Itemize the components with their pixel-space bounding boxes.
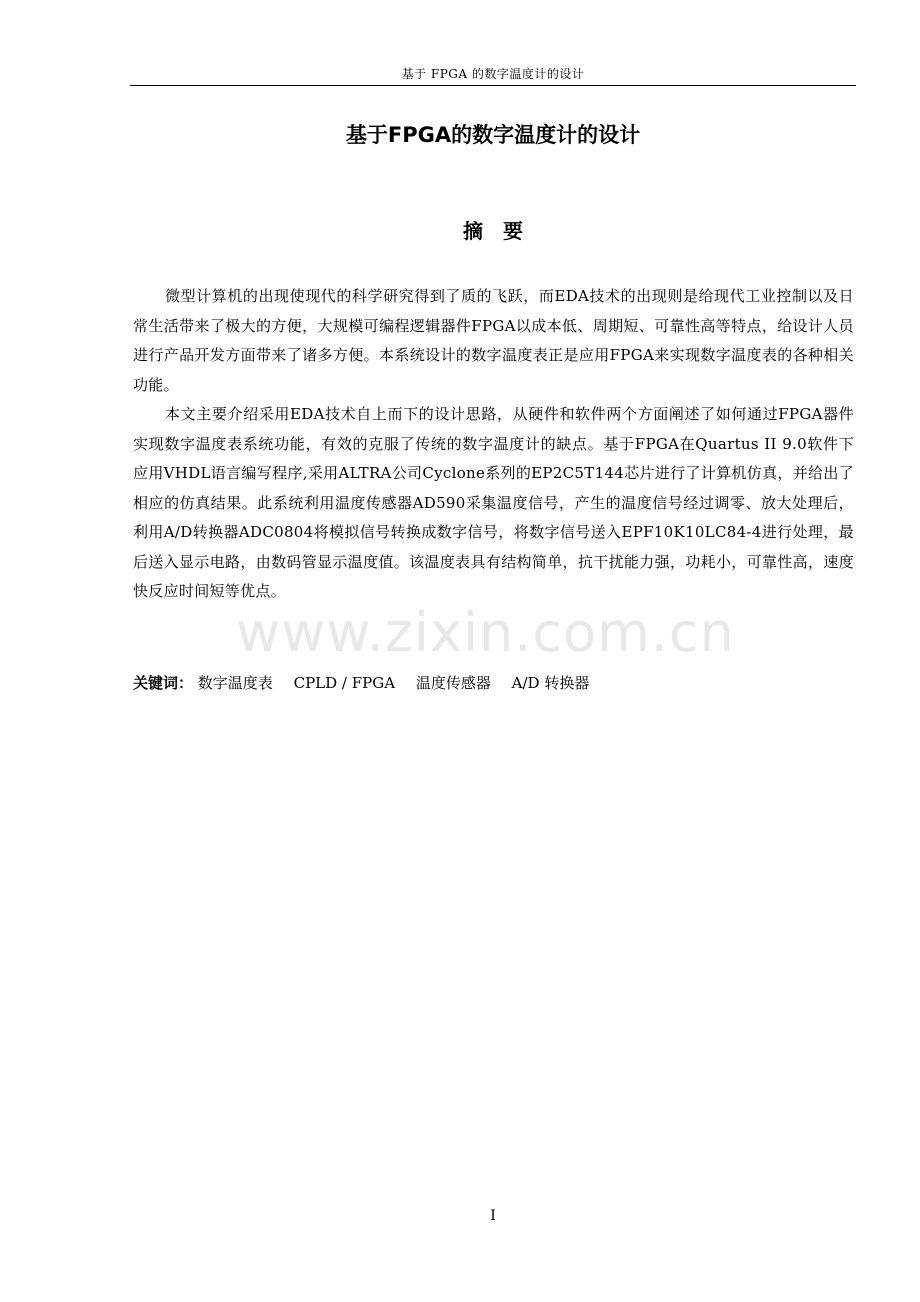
keyword-item: 温度传感器 — [415, 674, 491, 692]
header-rule — [130, 85, 856, 86]
abstract-heading: 摘要 — [463, 219, 543, 243]
watermark: www.zixin.com.cn — [236, 601, 735, 664]
keyword-item: CPLD / FPGA — [293, 674, 396, 692]
keyword-item: A/D 转换器 — [511, 674, 590, 692]
keywords-line — [133, 670, 854, 696]
abstract-paragraph-1: 微型计算机的出现使现代的科学研究得到了质的飞跃，而EDA技术的出现则是给现代工业控制以及日常生活带来了极大的方便，大规模可编程逻辑器件FPGA以成本低、周期短、可靠性高等特点，给设计人员进行产品开发方面带来了诸多方便。本系统设计的数字温度表正是应用FPGA来实现数字温度表的各种相关功能。 — [133, 287, 854, 394]
keywords-label: 关键词： — [133, 674, 194, 692]
keyword-item: 数字温度表 — [197, 674, 273, 692]
abstract-body — [133, 282, 854, 607]
document-title: 基于FPGA的数字温度计的设计 — [345, 123, 641, 147]
page-number: I — [490, 1208, 496, 1224]
abstract-paragraph-2: 本文主要介绍采用EDA技术自上而下的设计思路，从硬件和软件两个方面阐述了如何通过FPGA器件实现数字温度表系统功能，有效的克服了传统的数字温度计的缺点。基于FPGA在Quartus II 9.0软件下应用VHDL语言编写程序,采用ALTRA公司Cyclone系列的EP2C5T144芯片进行了计算机仿真，并给出了相应的仿真结果。此系统利用温度传感器AD590采集温度信号，产生的温度信号经过调零、放大处理后，利用A/D转换器ADC0804将模拟信号转换成数字信号，将数字信号送入EPF10K10LC84-4进行处理，最后送入显示电路，由数码管显示温度值。该温度表具有结构简单，抗干扰能力强，功耗小，可靠性高，速度快反应时间短等优点。 — [133, 405, 854, 600]
running-header: 基于 FPGA 的数字温度计的设计 — [401, 67, 585, 81]
